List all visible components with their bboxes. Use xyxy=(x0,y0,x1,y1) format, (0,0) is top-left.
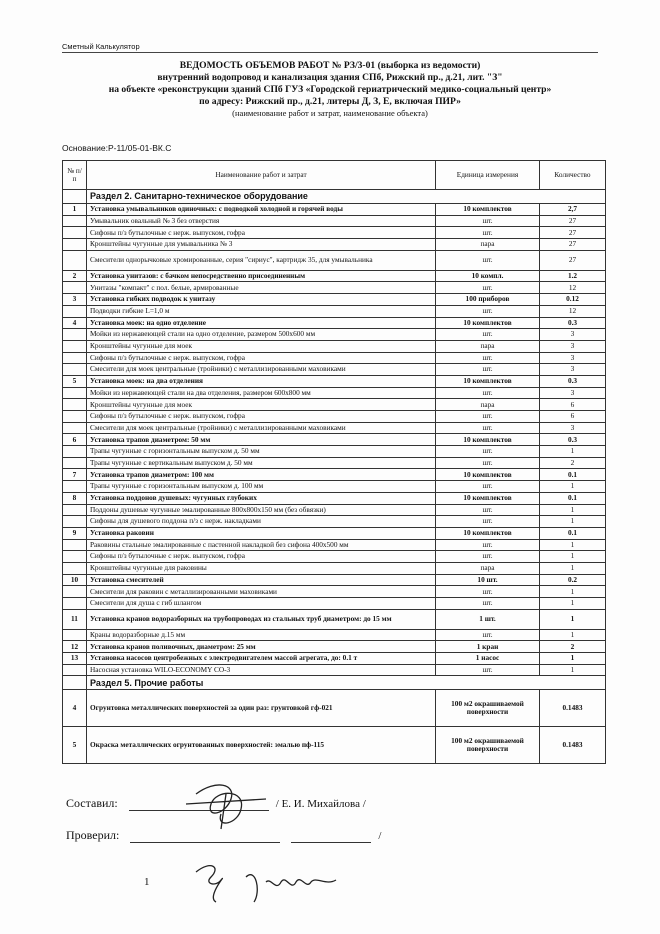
row-name: Трапы чугунные с горизонтальным выпуском д. 100 мм xyxy=(87,481,436,493)
row-qty: 1 xyxy=(540,562,606,574)
row-num: 5 xyxy=(63,727,87,764)
checked-name-line xyxy=(291,831,371,843)
table-row xyxy=(63,227,606,239)
row-unit: шт. xyxy=(436,598,540,610)
row-name: Насосная установка WILO-ECONOMY CO-3 xyxy=(87,664,436,676)
row-unit: 10 шт. xyxy=(436,574,540,586)
row-name: Трапы чугунные с горизонтальным выпуском д. 50 мм xyxy=(87,446,436,458)
table-row xyxy=(63,676,606,690)
table-row xyxy=(63,190,606,204)
row-unit: 10 комплектов xyxy=(436,434,540,446)
row-name: Установка моек: на два отделения xyxy=(87,375,436,387)
title-line-2: внутренний водопровод и канализация здания СПб, Рижский пр., д.21, лит. "З" xyxy=(157,72,503,83)
row-qty: 3 xyxy=(540,364,606,376)
row-num xyxy=(63,422,87,434)
row-qty: 3 xyxy=(540,340,606,352)
row-unit: шт. xyxy=(436,227,540,239)
row-num: 2 xyxy=(63,270,87,282)
row-num: 4 xyxy=(63,317,87,329)
compiled-name: / Е. И. Михайлова / xyxy=(275,798,366,810)
row-unit: шт. xyxy=(436,387,540,399)
row-unit: пара xyxy=(436,562,540,574)
basis-line: Основание:Р-11/05-01-ВК.С xyxy=(62,143,172,153)
row-name: Трапы чугунные с вертикальным выпуском д. 50 мм xyxy=(87,457,436,469)
row-num xyxy=(63,250,87,270)
row-name: Кронштейны чугунные для моек xyxy=(87,340,436,352)
row-unit: шт. xyxy=(436,586,540,598)
table-row xyxy=(63,250,606,270)
row-qty: 27 xyxy=(540,227,606,239)
row-name: Установка насосов центробежных с электродвигателем массой агрегата, до: 0.1 т xyxy=(87,653,436,665)
table-row xyxy=(63,375,606,387)
row-name: Смесители для моек центральные (тройники) с металлизированными маховиками xyxy=(87,422,436,434)
checker-signature xyxy=(186,852,366,912)
row-num: 10 xyxy=(63,574,87,586)
header-num: № п/п xyxy=(63,161,87,190)
row-num xyxy=(63,457,87,469)
row-unit: шт. xyxy=(436,481,540,493)
row-num xyxy=(63,399,87,411)
row-qty: 0.3 xyxy=(540,375,606,387)
row-unit: шт. xyxy=(436,539,540,551)
row-qty: 3 xyxy=(540,422,606,434)
row-num xyxy=(63,352,87,364)
compiled-label: Составил: xyxy=(66,796,118,810)
table-row xyxy=(63,352,606,364)
row-qty: 0.1 xyxy=(540,469,606,481)
row-name: Установка умывальников одиночных: с подводкой холодной и горячей воды xyxy=(87,204,436,216)
section-title: Раздел 2. Санитарно-техническое оборудование xyxy=(87,190,606,204)
table-row xyxy=(63,434,606,446)
header-name: Наименование работ и затрат xyxy=(87,161,436,190)
table-row xyxy=(63,492,606,504)
row-qty: 1 xyxy=(540,664,606,676)
row-unit: шт. xyxy=(436,446,540,458)
volume-table xyxy=(62,160,606,764)
table-row xyxy=(63,317,606,329)
row-name: Установка раковин xyxy=(87,527,436,539)
row-unit: шт. xyxy=(436,551,540,563)
row-unit: 10 комплектов xyxy=(436,527,540,539)
row-num xyxy=(63,539,87,551)
row-unit: шт. xyxy=(436,664,540,676)
row-name: Смесители однорычковые хромированные, серия "сириус", картридж 35, для умывальника xyxy=(87,250,436,270)
table-row xyxy=(63,270,606,282)
row-name: Подводки гибкие L=1,0 м xyxy=(87,305,436,317)
table-row xyxy=(63,204,606,216)
row-unit: шт. xyxy=(436,364,540,376)
table-row xyxy=(63,641,606,653)
row-num xyxy=(63,516,87,528)
row-qty: 1 xyxy=(540,598,606,610)
table-row xyxy=(63,457,606,469)
row-num: 12 xyxy=(63,641,87,653)
row-name: Унитазы "компакт" с пол. белые, армированные xyxy=(87,282,436,294)
row-num: 11 xyxy=(63,609,87,629)
row-num xyxy=(63,329,87,341)
row-qty: 1 xyxy=(540,629,606,641)
table-row xyxy=(63,446,606,458)
row-name: Кронштейны чугунные для моек xyxy=(87,399,436,411)
row-unit: пара xyxy=(436,239,540,251)
row-name: Сифоны п/з бутылочные с нерж. выпуском, гофра xyxy=(87,352,436,364)
table-body xyxy=(63,190,606,764)
row-num xyxy=(63,411,87,423)
header-qty: Количество xyxy=(540,161,606,190)
row-unit: шт. xyxy=(436,629,540,641)
row-qty: 12 xyxy=(540,305,606,317)
table-row xyxy=(63,329,606,341)
row-unit: шт. xyxy=(436,457,540,469)
row-name: Раковины стальные эмалированные с пастенной накладкой без сифона 400х500 мм xyxy=(87,539,436,551)
row-qty: 3 xyxy=(540,352,606,364)
row-unit: шт. xyxy=(436,215,540,227)
table-row xyxy=(63,609,606,629)
row-name: Окраска металлических огрунтованных поверхностей: эмалью пф-115 xyxy=(87,727,436,764)
row-unit: шт. xyxy=(436,422,540,434)
row-num xyxy=(63,598,87,610)
row-unit: шт. xyxy=(436,305,540,317)
table-row xyxy=(63,551,606,563)
title-caption: (наименование работ и затрат, наименование объекта) xyxy=(232,108,428,118)
row-num xyxy=(63,586,87,598)
table-row xyxy=(63,399,606,411)
table-row xyxy=(63,282,606,294)
row-num: 13 xyxy=(63,653,87,665)
row-num xyxy=(63,364,87,376)
table-row xyxy=(63,562,606,574)
row-name: Установка кранов поливочных, диаметром: 25 мм xyxy=(87,641,436,653)
row-name: Мойки из нержавеющей стали на одно отделение, размером 500х600 мм xyxy=(87,329,436,341)
row-unit: 10 комплектов xyxy=(436,469,540,481)
document-title xyxy=(62,60,598,119)
row-name: Сифоны п/з бутылочные с нерж. выпуском, гофра xyxy=(87,227,436,239)
row-name: Установка трапов диаметром: 50 мм xyxy=(87,434,436,446)
row-unit: пара xyxy=(436,399,540,411)
row-qty: 2 xyxy=(540,457,606,469)
row-num: 1 xyxy=(63,204,87,216)
table-row xyxy=(63,516,606,528)
checked-name: / xyxy=(378,830,382,842)
row-qty: 1.2 xyxy=(540,270,606,282)
row-unit: 10 комплектов xyxy=(436,375,540,387)
row-num xyxy=(63,227,87,239)
row-num: 4 xyxy=(63,690,87,727)
page-number: 1 xyxy=(144,876,150,888)
row-qty: 6 xyxy=(540,411,606,423)
row-qty: 2,7 xyxy=(540,204,606,216)
row-qty: 0.12 xyxy=(540,294,606,306)
row-qty: 0.3 xyxy=(540,434,606,446)
table-row xyxy=(63,340,606,352)
row-num xyxy=(63,676,87,690)
checked-row xyxy=(66,828,381,843)
row-num xyxy=(63,282,87,294)
row-name: Установка трапов диаметром: 100 мм xyxy=(87,469,436,481)
row-unit: 1 шт. xyxy=(436,609,540,629)
checked-signature-line xyxy=(130,831,280,843)
row-unit: шт. xyxy=(436,282,540,294)
row-unit: 10 компл. xyxy=(436,270,540,282)
row-num xyxy=(63,504,87,516)
row-qty: 0.1 xyxy=(540,527,606,539)
row-qty: 1 xyxy=(540,653,606,665)
row-name: Умывальник овальный № 3 без отверстия xyxy=(87,215,436,227)
row-unit: шт. xyxy=(436,504,540,516)
row-num xyxy=(63,239,87,251)
row-name: Установка гибких подводок к унитазу xyxy=(87,294,436,306)
table-row xyxy=(63,215,606,227)
row-qty: 0.3 xyxy=(540,317,606,329)
compiled-signature xyxy=(176,774,276,834)
row-num: 6 xyxy=(63,434,87,446)
row-name: Огрунтовка металлических поверхностей за один раз: грунтовкой гф-021 xyxy=(87,690,436,727)
row-num xyxy=(63,305,87,317)
table-row xyxy=(63,598,606,610)
row-num xyxy=(63,215,87,227)
row-num xyxy=(63,551,87,563)
table-row xyxy=(63,294,606,306)
table-row xyxy=(63,690,606,727)
row-qty: 1 xyxy=(540,586,606,598)
row-name: Сифоны п/з бутылочные с нерж. выпуском, гофра xyxy=(87,411,436,423)
row-name: Поддоны душевые чугунные эмалированные 800х800х150 мм (без обвязки) xyxy=(87,504,436,516)
row-num xyxy=(63,629,87,641)
table-row xyxy=(63,629,606,641)
row-num xyxy=(63,481,87,493)
row-name: Смесители для душа с гиб шлангом xyxy=(87,598,436,610)
row-qty: 1 xyxy=(540,539,606,551)
row-name: Установка кранов водоразборных на трубопроводах из стальных труб диаметром: до 15 мм xyxy=(87,609,436,629)
table-row xyxy=(63,574,606,586)
row-name: Установка смесителей xyxy=(87,574,436,586)
row-unit: шт. xyxy=(436,329,540,341)
row-name: Кронштейны чугунные для раковины xyxy=(87,562,436,574)
row-qty: 2 xyxy=(540,641,606,653)
row-name: Установка моек: на одно отделение xyxy=(87,317,436,329)
title-line-1: ВЕДОМОСТЬ ОБЪЕМОВ РАБОТ № РЗ/3-01 (выборка из ведомости) xyxy=(179,60,481,71)
row-num xyxy=(63,340,87,352)
row-num xyxy=(63,562,87,574)
row-name: Сифоны п/з бутылочные с нерж. выпуском, гофра xyxy=(87,551,436,563)
row-qty: 6 xyxy=(540,399,606,411)
row-qty: 1 xyxy=(540,516,606,528)
row-qty: 1 xyxy=(540,504,606,516)
title-line-3: на объекте «реконструкции зданий СПб ГУЗ «Городской гериатрический медико-социальный центр» xyxy=(108,84,552,95)
row-name: Краны водоразборные д.15 мм xyxy=(87,629,436,641)
header-divider xyxy=(62,52,598,53)
row-qty: 1 xyxy=(540,551,606,563)
section-title: Раздел 5. Прочие работы xyxy=(87,676,606,690)
row-unit: 1 насос xyxy=(436,653,540,665)
table-row xyxy=(63,469,606,481)
row-unit: 10 комплектов xyxy=(436,204,540,216)
table-row xyxy=(63,387,606,399)
row-qty: 27 xyxy=(540,239,606,251)
row-name: Установка унитазов: с бачком непосредственно присоединенным xyxy=(87,270,436,282)
row-unit: 10 комплектов xyxy=(436,492,540,504)
row-num xyxy=(63,387,87,399)
row-qty: 27 xyxy=(540,215,606,227)
row-unit: 1 кран xyxy=(436,641,540,653)
row-unit: 10 комплектов xyxy=(436,317,540,329)
row-unit: пара xyxy=(436,340,540,352)
table-row xyxy=(63,586,606,598)
table-row xyxy=(63,481,606,493)
checked-label: Проверил: xyxy=(66,828,120,842)
row-qty: 0.1483 xyxy=(540,727,606,764)
row-qty: 0.2 xyxy=(540,574,606,586)
title-line-4: по адресу: Рижский пр., д.21, литеры Д, З, Е, включая ПИР» xyxy=(199,96,461,107)
row-unit: шт. xyxy=(436,411,540,423)
table-row xyxy=(63,527,606,539)
row-unit: 100 приборов xyxy=(436,294,540,306)
row-qty: 3 xyxy=(540,329,606,341)
row-unit: шт. xyxy=(436,352,540,364)
row-qty: 1 xyxy=(540,446,606,458)
table-row xyxy=(63,653,606,665)
app-name: Сметный Калькулятор xyxy=(62,42,140,51)
row-num xyxy=(63,446,87,458)
row-unit: 100 м2 окрашиваемой поверхности xyxy=(436,727,540,764)
row-qty: 3 xyxy=(540,387,606,399)
row-num: 5 xyxy=(63,375,87,387)
row-num: 8 xyxy=(63,492,87,504)
row-qty: 1 xyxy=(540,481,606,493)
row-num xyxy=(63,190,87,204)
row-name: Смесители для моек центральные (тройники) с металлизированными маховиками xyxy=(87,364,436,376)
row-name: Сифоны для душевого поддона п/з с нерж. накладками xyxy=(87,516,436,528)
row-num: 3 xyxy=(63,294,87,306)
row-unit: 100 м2 окрашиваемой поверхности xyxy=(436,690,540,727)
table-row xyxy=(63,305,606,317)
row-num: 7 xyxy=(63,469,87,481)
row-qty: 27 xyxy=(540,250,606,270)
table-row xyxy=(63,364,606,376)
table-row xyxy=(63,664,606,676)
row-unit: шт. xyxy=(436,516,540,528)
row-qty: 12 xyxy=(540,282,606,294)
row-name: Установка поддонов душевых: чугунных глубоких xyxy=(87,492,436,504)
row-num xyxy=(63,664,87,676)
row-num: 9 xyxy=(63,527,87,539)
table-row xyxy=(63,727,606,764)
header-unit: Единица измерения xyxy=(436,161,540,190)
row-name: Смесители для раковин с металлизированными маховиками xyxy=(87,586,436,598)
row-name: Кронштейны чугунные для умывальника № 3 xyxy=(87,239,436,251)
row-name: Мойки из нержавеющей стали на два отделения, размером 600х800 мм xyxy=(87,387,436,399)
table-row xyxy=(63,411,606,423)
table-row xyxy=(63,422,606,434)
row-qty: 0.1 xyxy=(540,492,606,504)
row-qty: 1 xyxy=(540,609,606,629)
table-row xyxy=(63,539,606,551)
table-row xyxy=(63,504,606,516)
table-row xyxy=(63,239,606,251)
row-unit: шт. xyxy=(436,250,540,270)
row-qty: 0.1483 xyxy=(540,690,606,727)
